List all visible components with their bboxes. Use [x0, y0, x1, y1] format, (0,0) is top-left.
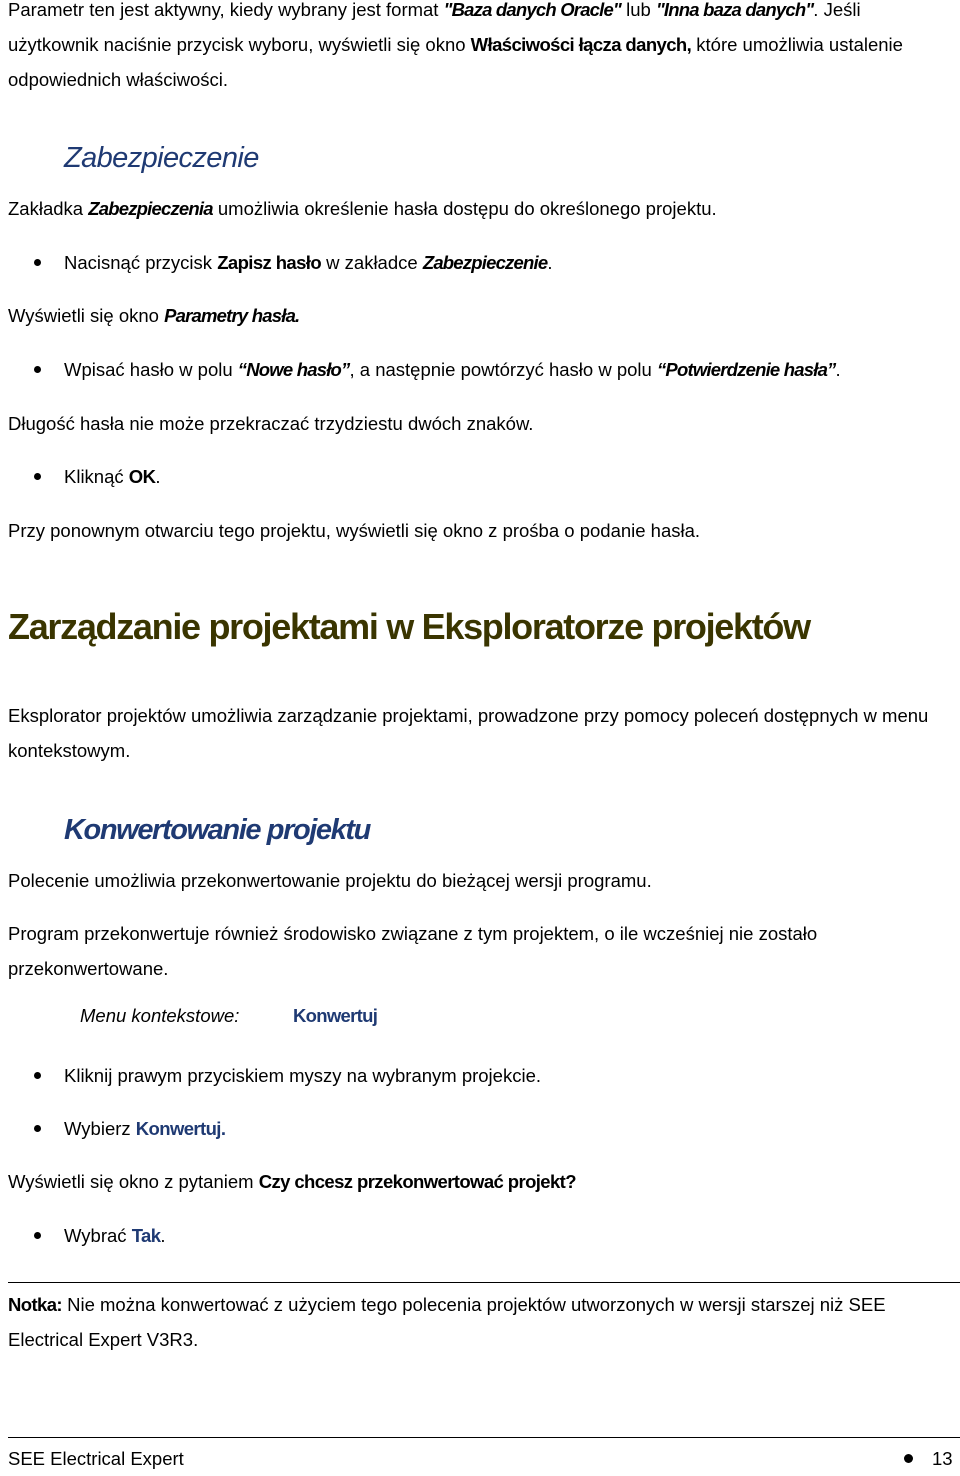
format-other-db: "Inna baza danych": [655, 0, 814, 20]
security-paragraph-3: Długość hasła nie może przekraczać trzydziestu dwóch znaków.: [8, 413, 534, 434]
dialog-name: Parametry hasła.: [164, 305, 300, 326]
text: .: [547, 252, 553, 273]
answer-name: Tak: [131, 1225, 161, 1246]
text: Wyświetli się okno z pytaniem: [8, 1171, 259, 1192]
context-menu-command: Konwertuj: [293, 1005, 378, 1026]
bullet-icon: [34, 1072, 41, 1079]
footer-rule: [8, 1437, 960, 1438]
text: Zakładka: [8, 198, 89, 219]
security-paragraph-2: [8, 298, 952, 333]
format-oracle: "Baza danych Oracle": [443, 0, 621, 20]
button-name: OK: [128, 466, 156, 487]
text: Nacisnąć przycisk: [64, 252, 218, 273]
note-top-rule: [8, 1282, 960, 1283]
text: w zakładce: [321, 252, 423, 273]
dialog-name: Właściwości łącza danych,: [470, 34, 692, 55]
command-name: Konwertuj.: [135, 1118, 226, 1139]
tab-name: Zabezpieczenie: [422, 252, 548, 273]
context-menu-label: Menu kontekstowe:: [80, 1005, 240, 1026]
note-paragraph: [8, 1287, 952, 1357]
bullet-item: [64, 1218, 952, 1253]
bullet-item: [64, 459, 952, 494]
convert-paragraph-1: Polecenie umożliwia przekonwertowanie projektu do bieżącej wersji programu.: [8, 870, 652, 891]
convert-paragraph-3: [8, 1164, 952, 1199]
text: Wybrać: [64, 1225, 132, 1246]
bullet-item: [64, 245, 952, 280]
convert-paragraph-2: Program przekonwertuje również środowisko związane z tym projektem, o ile wcześniej nie zostało przekonwertowane.: [8, 923, 818, 979]
text: lub: [620, 0, 656, 20]
bullet-item: [64, 1111, 952, 1146]
text: Wpisać hasło w polu: [64, 359, 238, 380]
footer-product-name: SEE Electrical Expert: [8, 1448, 184, 1469]
intro-paragraph: [8, 0, 952, 97]
bullet-icon: [34, 366, 41, 373]
section-heading-convert: Konwertowanie projektu: [64, 814, 370, 846]
text: , a następnie powtórzyć hasło w polu: [349, 359, 657, 380]
text: .: [835, 359, 841, 380]
explorer-paragraph: Eksplorator projektów umożliwia zarządzanie projektami, prowadzone przy pomocy poleceń dostępnych w menu kontekstowym.: [8, 705, 929, 761]
field-name: “Nowe hasło”: [237, 359, 350, 380]
text: Wyświetli się okno: [8, 305, 165, 326]
text: .: [160, 1225, 166, 1246]
bullet-item: [64, 352, 952, 387]
bullet-icon: [34, 1125, 41, 1132]
bullet-icon: [34, 473, 41, 480]
dialog-question: Czy chcesz przekonwertować projekt?: [258, 1171, 576, 1192]
context-menu-row: [80, 998, 378, 1033]
text: . Jeśli użytkownik naciśnie przycisk wyboru, wyświetli się okno: [8, 0, 861, 55]
note-text: Nie można konwertować z użyciem tego polecenia projektów utworzonych w wersji starszej niż SEE Electrical Expert V3R3.: [8, 1294, 886, 1350]
page-number: 13: [932, 1448, 953, 1469]
chapter-heading: Zarządzanie projektami w Eksploratorze projektów: [8, 606, 810, 647]
bullet-icon: [34, 1232, 41, 1239]
text: Kliknąć: [64, 466, 129, 487]
security-paragraph-4: Przy ponownym otwarciu tego projektu, wyświetli się okno z prośba o podanie hasła.: [8, 520, 701, 541]
bullet-icon: [34, 259, 41, 266]
bullet-item: [64, 1058, 952, 1093]
text: umożliwia określenie hasła dostępu do określonego projektu.: [212, 198, 717, 219]
bullet-icon: [904, 1454, 913, 1463]
section-heading-security: Zabezpieczenie: [64, 142, 259, 174]
text: Kliknij prawym przyciskiem myszy na wybranym projekcie.: [64, 1065, 541, 1086]
text: Parametr ten jest aktywny, kiedy wybrany jest format: [8, 0, 444, 20]
text: .: [155, 466, 161, 487]
note-label: Notka:: [8, 1294, 62, 1315]
field-name: “Potwierdzenie hasła”: [656, 359, 836, 380]
text: Wybierz: [64, 1118, 136, 1139]
text: które umożliwia ustalenie odpowiednich właściwości.: [8, 34, 903, 90]
security-paragraph-1: [8, 191, 952, 226]
button-name: Zapisz hasło: [217, 252, 322, 273]
tab-name: Zabezpieczenia: [88, 198, 213, 219]
